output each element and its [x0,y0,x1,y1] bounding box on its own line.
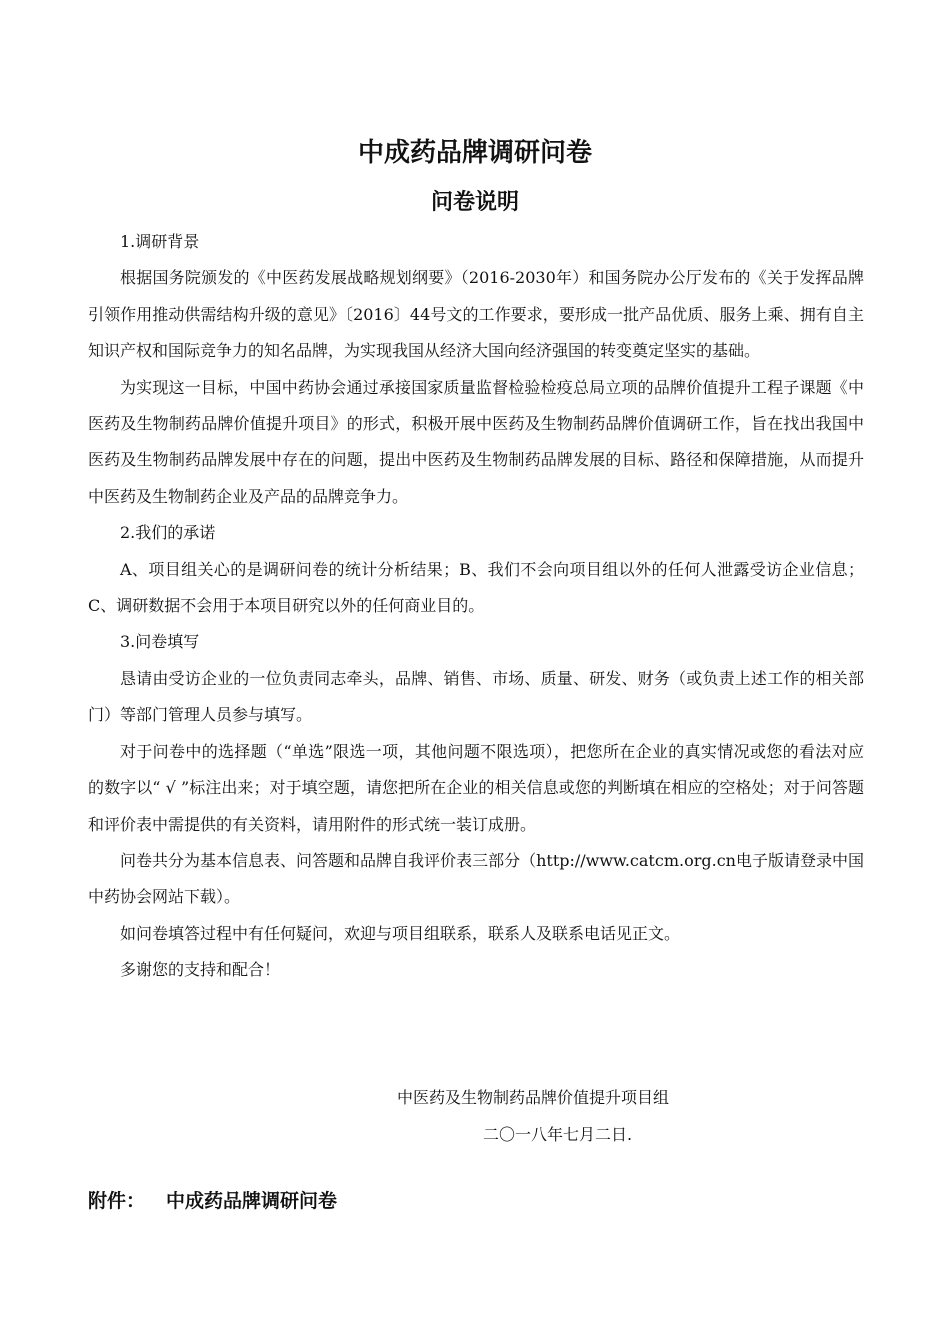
attachment-heading [88,1186,337,1213]
paragraph: 多谢您的支持和配合！ [120,960,281,980]
paragraph: 问卷共分为基本信息表、问答题和品牌自我评价表三部分（http://www.catcm.org.cn电子版请登录中国中药协会网站下载）。 [88,850,864,907]
section-heading-commitment: 2.我们的承诺 [120,523,216,543]
paragraph: 根据国务院颁发的《中医药发展战略规划纲要》（2016-2030年）和国务院办公厅发布的《关于发挥品牌引领作用推动供需结构升级的意见》〔2016〕44号文的工作要求，要形成一批产品优质、服务上乘、拥有自主知识产权和国际竞争力的知名品牌，为实现我国从经济大国向经济强国的转变奠定坚实的基础。 [88,268,864,361]
document-body [88,224,864,989]
paragraph: 恳请由受访企业的一位负责同志牵头，品牌、销售、市场、质量、研发、财务（或负责上述工作的相关部门）等部门管理人员参与填写。 [88,668,864,725]
paragraph: 对于问卷中的选择题（“单选”限选一项，其他问题不限选项），把您所在企业的真实情况或您的看法对应的数字以“ √ ”标注出来；对于填空题，请您把所在企业的相关信息或您的判断填在相应的空格处；对于问答题和评价表中需提供的有关资料，请用附件的形式统一装订成册。 [88,741,864,834]
document-title: 中成药品牌调研问卷 [357,138,592,168]
paragraph: 如问卷填答过程中有任何疑问，欢迎与项目组联系，联系人及联系电话见正文。 [120,923,681,943]
attachment-title: 中成药品牌调研问卷 [166,1190,338,1212]
paragraph: 为实现这一目标，中国中药协会通过承接国家质量监督检验检疫总局立项的品牌价值提升工程子课题《中医药及生物制药品牌价值提升项目》的形式，积极开展中医药及生物制药品牌价值调研工作，旨在找出我国中医药及生物制药品牌发展中存在的问题，提出中医药及生物制药品牌发展的目标、路径和保障措施，从而提升中医药及生物制药企业及产品的品牌竞争力。 [88,377,864,506]
paragraph: A、项目组关心的是调研问卷的统计分析结果；B、我们不会向项目组以外的任何人泄露受访企业信息；C、调研数据不会用于本项目研究以外的任何商业目的。 [88,559,864,616]
attachment-label: 附件： [88,1190,146,1212]
section-heading-background: 1.调研背景 [120,232,200,251]
signature-date: 二〇一八年七月二日. [483,1125,633,1144]
signature-organization: 中医药及生物制药品牌价值提升项目组 [397,1088,670,1107]
section-heading-filling: 3.问卷填写 [120,632,200,652]
document-subtitle: 问卷说明 [430,189,519,215]
